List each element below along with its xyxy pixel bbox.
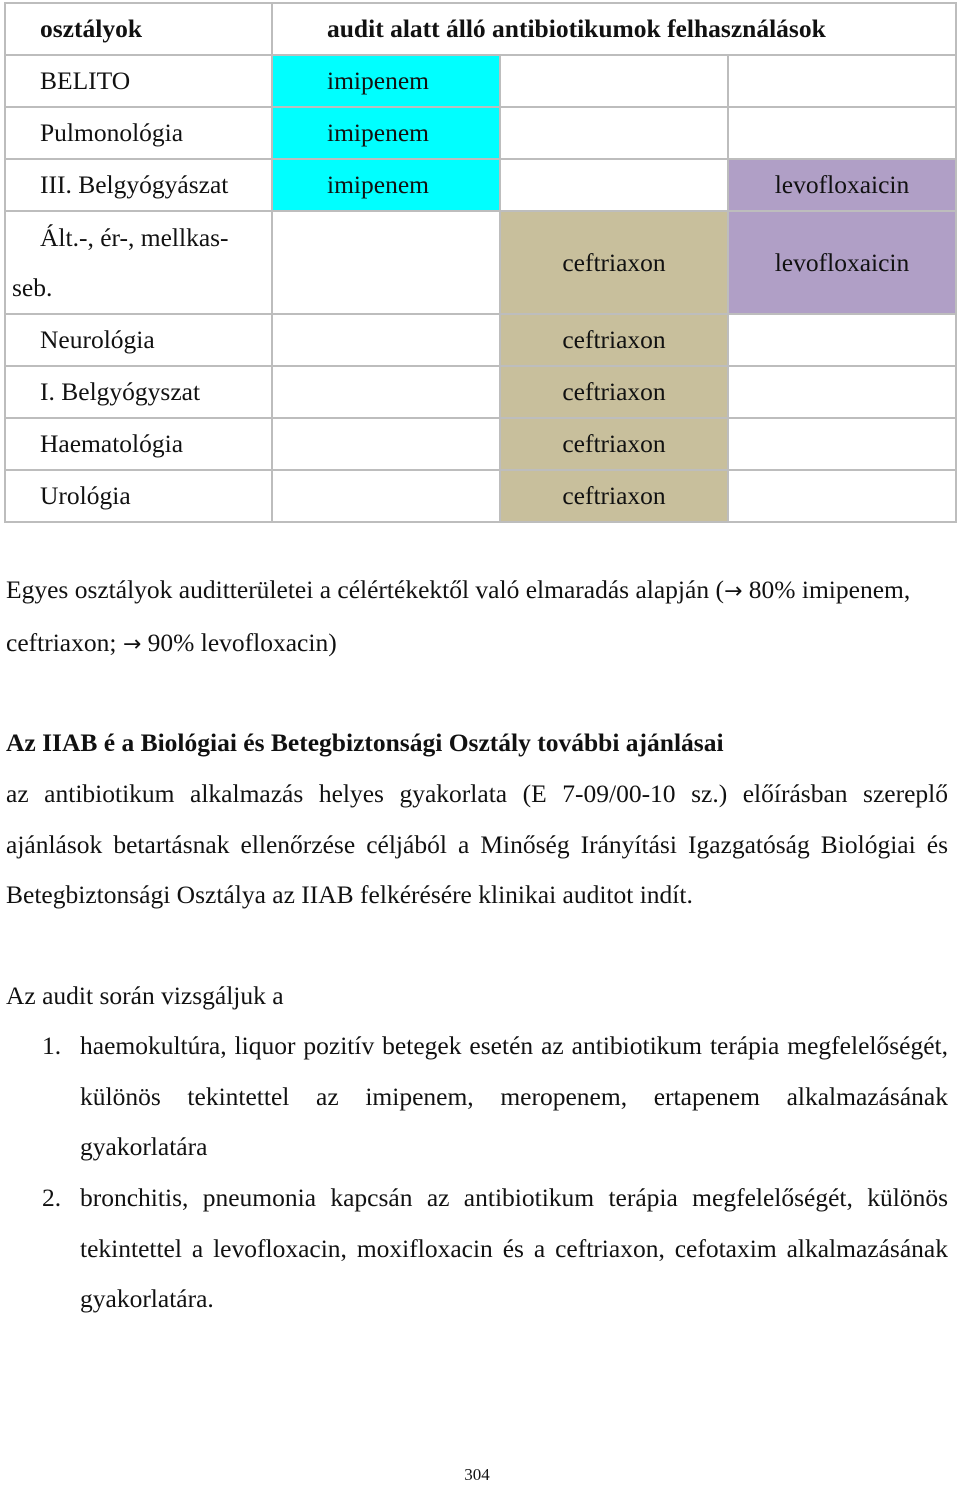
list-item — [6, 1173, 948, 1325]
table-row — [5, 55, 956, 107]
table-row — [5, 418, 956, 470]
empty-cell — [728, 107, 956, 159]
list-number: 1. — [42, 1031, 62, 1060]
table-row — [5, 366, 956, 418]
header-antibiotics: audit alatt álló antibiotikumok felhasználások — [272, 3, 956, 55]
empty-cell — [728, 418, 956, 470]
table-row — [5, 314, 956, 366]
dept-cell: Haematológia — [5, 418, 272, 470]
main-paragraph: az antibiotikum alkalmazás helyes gyakorlata (E 7-09/00-10 sz.) előírásban szereplő ajánlások betartásnak ellenőrzése céljából a Minőség Irányítási Igazgatóság Biológiai és Betegbiztonsági Osztálya az IIAB felkérésére klinikai auditot indít. — [6, 779, 948, 910]
intro-paragraph — [6, 565, 948, 670]
ceftriaxon-cell: ceftriaxon — [500, 314, 728, 366]
imipenem-cell: imipenem — [272, 159, 500, 211]
ceftriaxon-cell: ceftriaxon — [500, 211, 728, 314]
empty-cell — [500, 107, 728, 159]
imipenem-cell: imipenem — [272, 55, 500, 107]
antibiotic-audit-table — [4, 2, 957, 523]
dept-cell: Pulmonológia — [5, 107, 272, 159]
dept-cell: Urológia — [5, 470, 272, 522]
empty-cell — [272, 314, 500, 366]
dept-cell: BELITO — [5, 55, 272, 107]
empty-cell — [272, 470, 500, 522]
empty-cell — [728, 366, 956, 418]
table-row — [5, 211, 956, 314]
dept-cell — [5, 211, 272, 314]
empty-cell — [272, 418, 500, 470]
list-text: haemokultúra, liquor pozitív betegek esetén az antibiotikum terápia megfelelőségét, különös tekintettel az imipenem, meropenem, ertapenem alkalmazásának gyakorlatára — [80, 1031, 948, 1162]
list-lead: Az audit során vizsgáljuk a — [6, 981, 284, 1010]
empty-cell — [272, 211, 500, 314]
section-heading: Az IIAB é a Biológiai és Betegbiztonsági Osztály további ajánlásai — [6, 728, 724, 757]
empty-cell — [500, 55, 728, 107]
levofloxaicin-cell: levofloxaicin — [728, 211, 956, 314]
dept-cell: Neurológia — [5, 314, 272, 366]
imipenem-cell: imipenem — [272, 107, 500, 159]
dept-line: Ált.-, ér-, mellkas- — [40, 222, 229, 252]
intro-text: 80% imipenem, ceftriaxon; — [6, 575, 911, 657]
empty-cell — [728, 314, 956, 366]
ceftriaxon-cell: ceftriaxon — [500, 470, 728, 522]
empty-cell — [500, 159, 728, 211]
dept-line: seb. — [12, 272, 53, 302]
list-text: bronchitis, pneumonia kapcsán az antibiotikum terápia megfelelőségét, különös tekintettel a levofloxacin, moxifloxacin és a ceftriaxon, cefotaxim alkalmazásának gyakorlatára. — [80, 1183, 948, 1314]
empty-cell — [728, 55, 956, 107]
page-number: 304 — [464, 1465, 490, 1484]
table-row — [5, 107, 956, 159]
empty-cell — [728, 470, 956, 522]
table-header-row — [5, 3, 956, 55]
table-row — [5, 470, 956, 522]
table-row — [5, 159, 956, 211]
list-number: 2. — [42, 1183, 62, 1212]
arrow-right-icon: → — [723, 579, 743, 604]
list-item — [6, 1021, 948, 1173]
header-departments: osztályok — [5, 3, 272, 55]
ceftriaxon-cell: ceftriaxon — [500, 418, 728, 470]
ceftriaxon-cell: ceftriaxon — [500, 366, 728, 418]
dept-cell: III. Belgyógyászat — [5, 159, 272, 211]
intro-text: Egyes osztályok auditterületei a célértékektől való elmaradás alapján ( — [6, 575, 724, 604]
arrow-right-icon: → — [122, 631, 142, 657]
empty-cell — [272, 366, 500, 418]
dept-cell: I. Belgyógyszat — [5, 366, 272, 418]
intro-text: 90% levofloxacin) — [141, 627, 337, 657]
levofloxaicin-cell: levofloxaicin — [728, 159, 956, 211]
